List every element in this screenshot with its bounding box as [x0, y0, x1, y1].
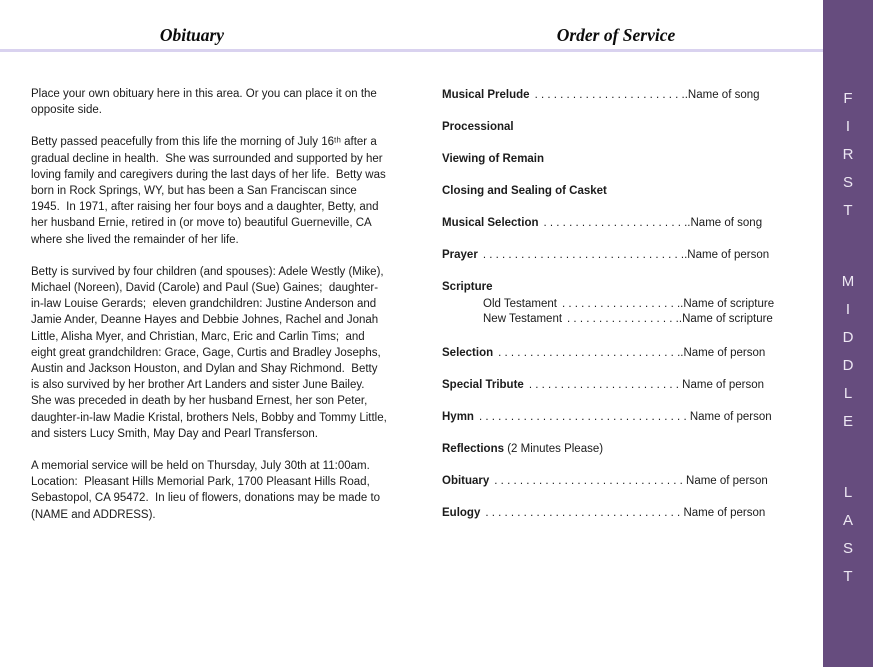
oos-item-label: Special Tribute: [442, 378, 524, 391]
dot-leader: . . . . . . . . . . . . . . . . . . . . . . . . . . . . . . . . .: [478, 410, 687, 423]
obituary-column: [31, 86, 391, 539]
oos-item-value: .Name of person: [684, 249, 770, 261]
oos-item-value: .Name of song: [684, 89, 760, 101]
obituary-paragraph-life: Betty passed peacefully from this life the morning of July 16ᵗʰ after a gradual decline in health. She was surrounded and supported by her loving family and caregivers during the last days of her life. Betty was born in Rock Springs, WY, but has been a San Franciscan since 1945. In 1971, after raising her four boys and a daughter, Betty, and her husband Ernie, retired in (or move to) beautiful Guerneville, CA where she lived the remainder of her life.: [31, 136, 389, 246]
oos-item-hymn: [442, 409, 804, 426]
oos-item-selection: [442, 345, 804, 362]
dot-leader: . . . . . . . . . . . . . . . . . . . . . . . . . . . . . . .: [485, 506, 681, 519]
oos-item-processional: [442, 119, 804, 136]
oos-item-value: .Name of person: [680, 346, 766, 359]
oos-subitem-value: .Name of scripture: [678, 312, 773, 325]
oos-item-label: Processional: [442, 121, 514, 133]
oos-item-label: Obituary: [442, 474, 490, 487]
sidebar-word-first: FIRST: [839, 90, 857, 230]
oos-item-label: Eulogy: [442, 506, 481, 519]
sidebar-word-last: LAST: [839, 484, 857, 596]
oos-item-label: Prayer: [442, 249, 478, 261]
obituary-placeholder-paragraph: Place your own obituary here in this area. Or you can place it on the opposite side.: [31, 88, 381, 117]
oos-subitem-new-testament: [442, 312, 804, 327]
oos-item-eulogy: [442, 505, 804, 522]
dot-leader: . . . . . . . . . . . . . . . . . . . . . . . .: [534, 89, 685, 101]
oos-item-scripture: [442, 279, 804, 327]
oos-subitem-label: Old Testament: [483, 298, 557, 310]
oos-subitem-label: New Testament: [483, 312, 563, 325]
oos-item-label: Musical Selection: [442, 217, 539, 229]
order-of-service-title: Order of Service: [556, 25, 676, 45]
oos-subitem-value: .Name of scripture: [680, 298, 775, 310]
order-of-service-column: [442, 87, 804, 537]
header-divider-line: [0, 49, 873, 52]
obituary-paragraph-survivors: Betty is survived by four children (and spouses): Adele Westly (Mike), Michael (Noreen), David (Carole) and Paul (Sue) Gaines; daughter-in-law Louise Gerards; eleven grandchildren: Justine Anderson and Jamie Ander, Deanne Hayes and Debbie Johnes, Rachel and Jonah Little, Alisha Myer, and Christian, Marc, Eric and Carlin Tims; and eight great grandchildren: Grace, Gage, Curtis and Bradley Josephs, Austin and Jackson Houston, and Dylan and Shay Richmond. Betty is also survived by her brother Art Landers and sister June Bailey. She was preceded in death by her husband Ernest, her son Peter, daughter-in-law Madie Kristal, brothers Nels, Bobby and Tommy Little, and sisters Lucy Smith, May Day and Pearl Transferson.: [31, 265, 391, 440]
oos-item-note: (2 Minutes Please): [504, 442, 604, 455]
sidebar-word-middle: MIDDLE: [839, 273, 857, 441]
dot-leader: . . . . . . . . . . . . . . . . . . . . . . . . . . . . . .: [494, 474, 683, 487]
name-placeholder-sidebar: [823, 0, 873, 667]
oos-item-viewing-of-remain: [442, 151, 804, 168]
oos-item-prayer: [442, 247, 804, 264]
oos-item-musical-selection: [442, 215, 804, 232]
dot-leader: . . . . . . . . . . . . . . . . . . . . . . . . . . . . .: [498, 346, 681, 359]
oos-item-value: Name of person: [678, 378, 764, 391]
oos-subitem-old-testament: [442, 297, 804, 312]
oos-item-special-tribute: [442, 377, 804, 394]
oos-item-value: .Name of song: [687, 217, 763, 229]
oos-item-label: Musical Prelude: [442, 89, 530, 101]
oos-item-value: Name of person: [682, 474, 768, 487]
oos-item-label: Scripture: [442, 281, 493, 293]
oos-item-musical-prelude: [442, 87, 804, 104]
oos-item-obituary: [442, 473, 804, 490]
oos-item-label: Reflections: [442, 442, 504, 455]
dot-leader: . . . . . . . . . . . . . . . . . . . . . . . . . . . . . . . .: [482, 249, 685, 261]
scripture-sub-items: [442, 297, 804, 327]
dot-leader: . . . . . . . . . . . . . . . . . . .: [561, 298, 681, 310]
dot-leader: . . . . . . . . . . . . . . . . . . . . . . . .: [528, 378, 679, 391]
oos-item-value: Name of person: [680, 506, 766, 519]
oos-item-label: Selection: [442, 346, 494, 359]
obituary-paragraph-service-info: A memorial service will be held on Thursday, July 30th at 11:00am. Location: Pleasant Hills Memorial Park, 1700 Pleasant Hills Road, Sebastopol, CA 95472. In lieu of flowers, donations may be made to (NAME and ADDRESS).: [31, 460, 384, 521]
oos-item-closing-and-sealing: [442, 183, 804, 200]
obituary-title: Obituary: [159, 25, 225, 45]
oos-item-reflections: [442, 441, 804, 458]
oos-item-value: Name of person: [686, 410, 772, 423]
dot-leader: . . . . . . . . . . . . . . . . . . . . . . .: [543, 217, 688, 229]
oos-item-label: Viewing of Remain: [442, 153, 545, 165]
oos-item-label: Hymn: [442, 410, 474, 423]
oos-item-label: Closing and Sealing of Casket: [442, 185, 607, 197]
dot-leader: . . . . . . . . . . . . . . . . . .: [567, 312, 679, 325]
